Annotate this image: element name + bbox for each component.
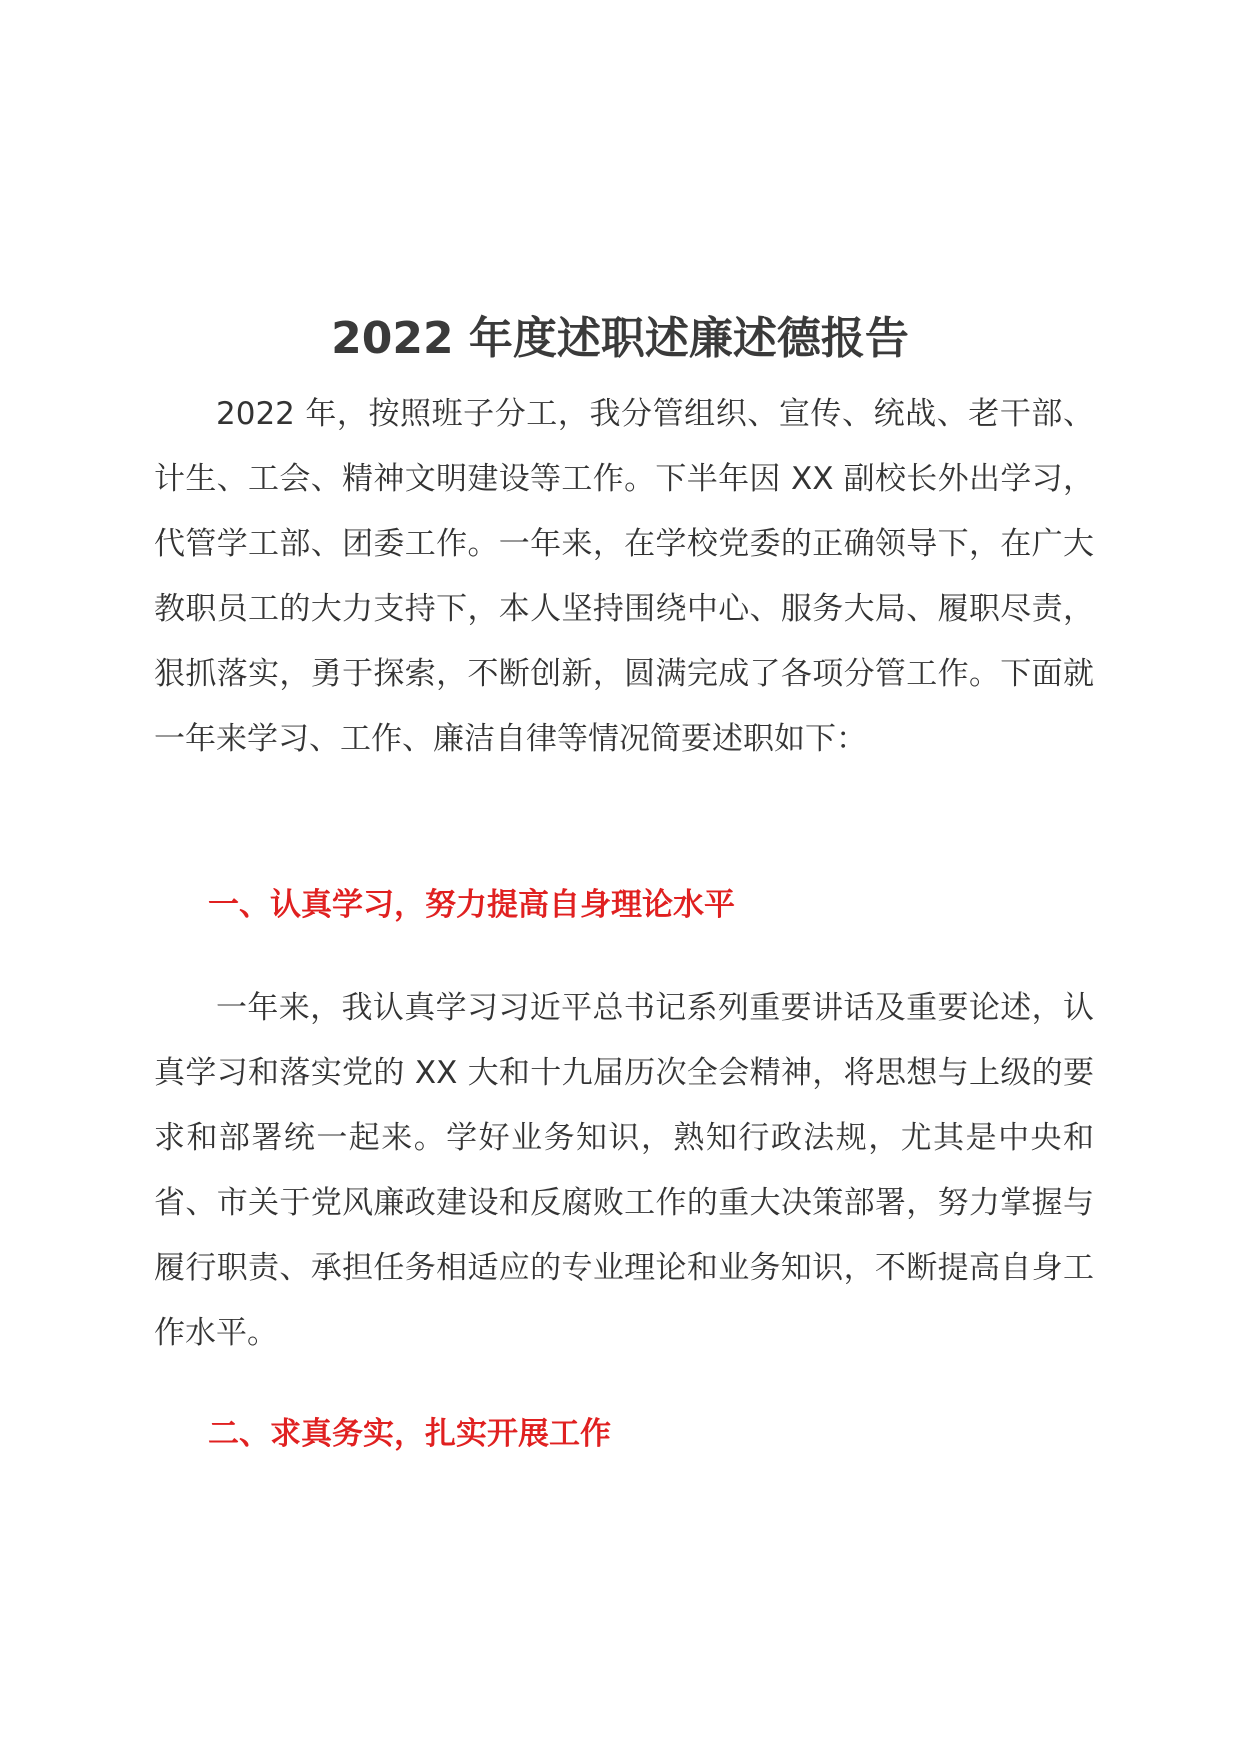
document-title: 2022 年度述职述廉述德报告 bbox=[331, 313, 909, 365]
section-heading-2: 二、求真务实，扎实开展工作 bbox=[208, 1416, 611, 1452]
section-heading-1: 一、认真学习，努力提高自身理论水平 bbox=[208, 887, 735, 923]
section-1-paragraph: 一年来，我认真学习习近平总书记系列重要讲话及重要论述，认真学习和落实党的 XX 大和十九届历次全会精神，将思想与上级的要求和部署统一起来。学好业务知识，熟知行政法规，尤其是中央和省、市关于党风廉政建设和反腐败工作的重大决策部署，努力掌握与履行职责、承担任务相适应的专业理论和业务知识，不断提高自身工作水平。 bbox=[154, 990, 1094, 1351]
intro-paragraph: 2022 年，按照班子分工，我分管组织、宣传、统战、老干部、计生、工会、精神文明建设等工作。下半年因 XX 副校长外出学习，代管学工部、团委工作。一年来，在学校党委的正确领导下，在广大教职员工的大力支持下，本人坚持围绕中心、服务大局、履职尽责，狠抓落实，勇于探索，不断创新，圆满完成了各项分管工作。下面就一年来学习、工作、廉洁自律等情况简要述职如下： bbox=[154, 396, 1094, 757]
